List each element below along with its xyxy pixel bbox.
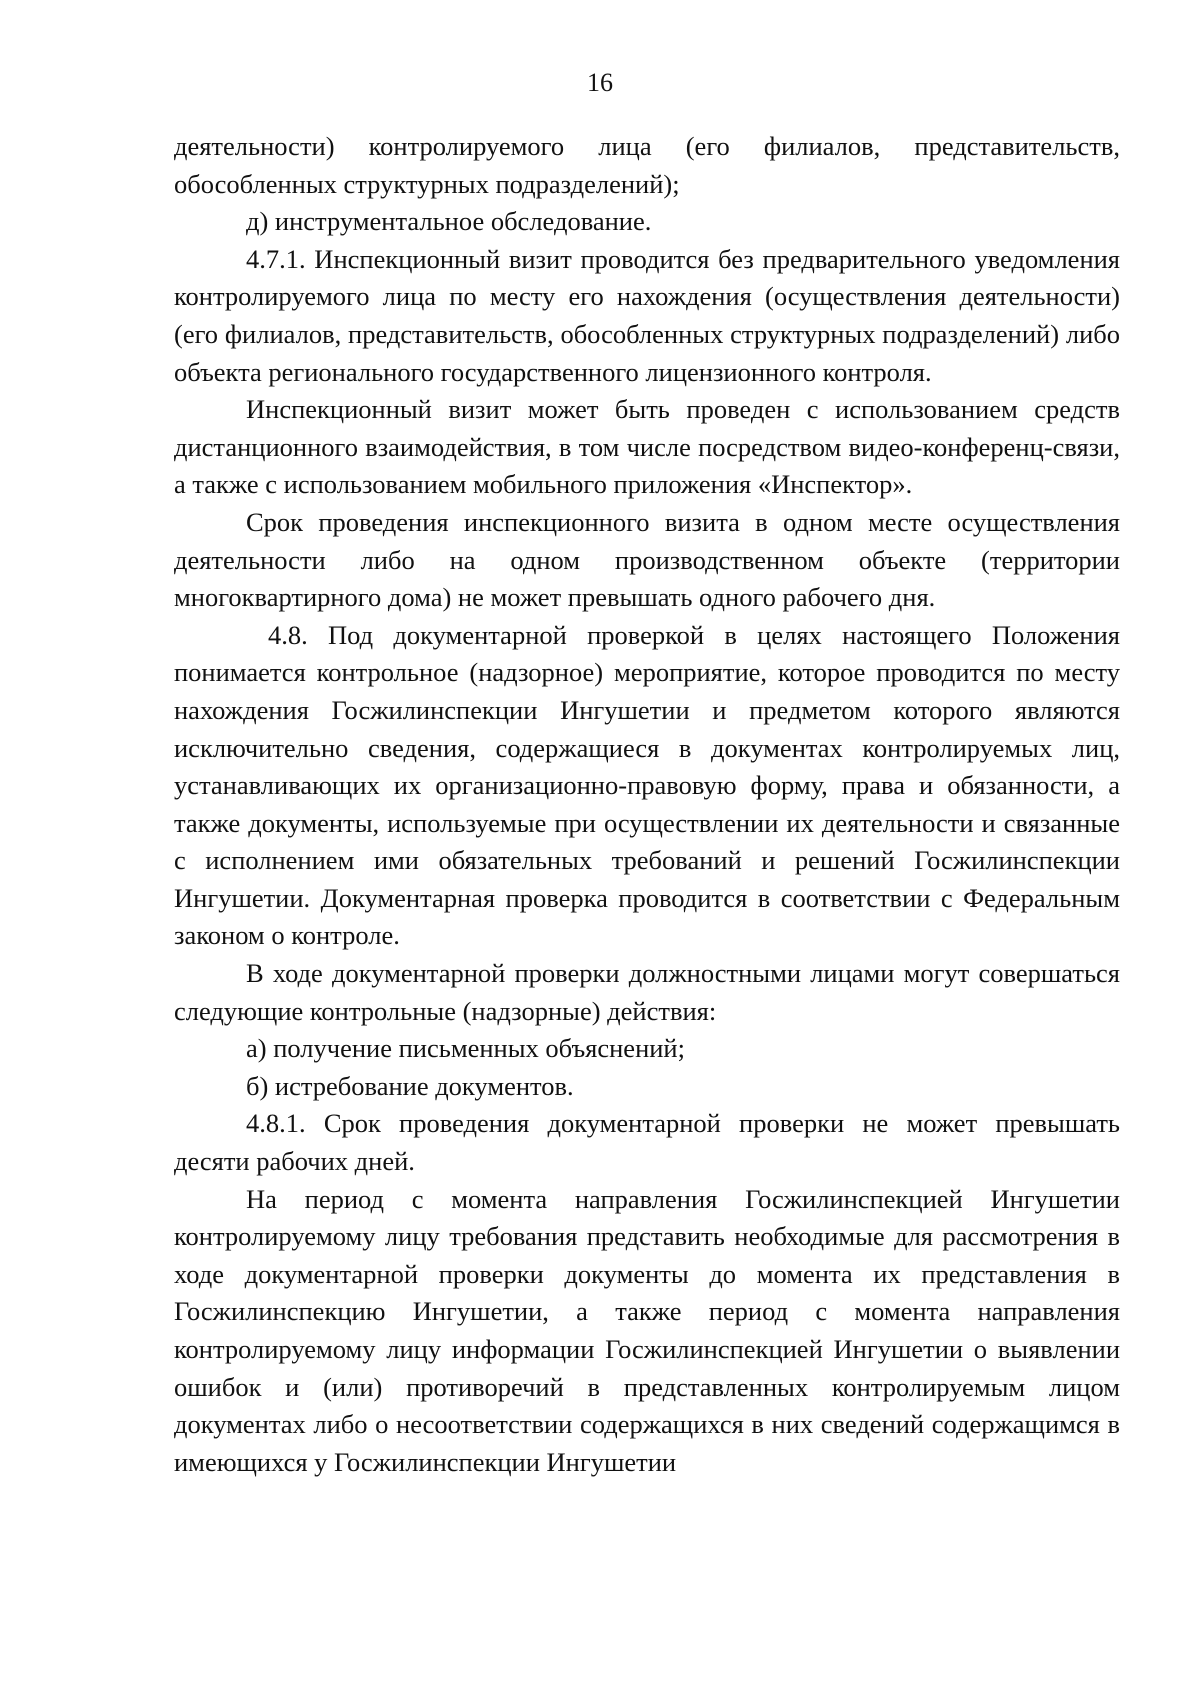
paragraph-4-8: 4.8. Под документарной проверкой в целях настоящего Положения понимается контрольное (надзорное) мероприятие, которое проводится по месту нахождения Госжилинспекции Ингушетии и предметом которого являются исключительно сведения, содержащиеся в документах контролируемых лиц, устанавливающих их организационно-правовую форму, права и обязанности, а также документы, используемые при осуществлении их деятельности и связанные с исполнением ими обязательных требований и решений Госжилинспекции Ингушетии. Документарная проверка проводится в соответствии с Федеральным законом о контроле. [174, 619, 1120, 951]
paragraph-list-item-a: а) получение письменных объяснений; [246, 1033, 685, 1064]
paragraph-list-item-d: д) инструментальное обследование. [246, 206, 652, 237]
document-body [174, 128, 1120, 1481]
paragraph-period: На период с момента направления Госжилинспекцией Ингушетии контролируемому лицу требования представить необходимые для рассмотрения в ходе документарной проверки документы до момента их представления в Госжилинспекцию Ингушетии, а также период с момента направления контролируемому лицу информации Госжилинспекцией Ингушетии о выявлении ошибок и (или) противоречий в представленных контролируемым лицом документах либо о несоответствии содержащихся в них сведений содержащимся в имеющихся у Госжилинспекции Ингушетии [174, 1183, 1120, 1477]
paragraph-list-item-b: б) истребование документов. [246, 1070, 574, 1101]
paragraph-control-actions: В ходе документарной проверки должностными лицами могут совершаться следующие контрольные (надзорные) действия: [174, 958, 1120, 1026]
paragraph-continuation: деятельности) контролируемого лица (его филиалов, представительств, обособленных структурных подразделений); [174, 131, 1120, 199]
paragraph-4-8-1: 4.8.1. Срок проведения документарной проверки не может превышать десяти рабочих дней. [174, 1108, 1120, 1177]
paragraph-4-7-1: 4.7.1. Инспекционный визит проводится без предварительного уведомления контролируемого лица по месту его нахождения (осуществления деятельности) (его филиалов, представительств, обособленных структурных подразделений) либо объекта регионального государственного лицензионного контроля. [174, 243, 1120, 387]
page-number: 16 [587, 68, 613, 97]
paragraph-visit-duration: Срок проведения инспекционного визита в одном месте осуществления деятельности либо на одном производственном объекте (территории многоквартирного дома) не может превышать одного рабочего дня. [174, 506, 1120, 613]
paragraph-remote-interaction: Инспекционный визит может быть проведен с использованием средств дистанционного взаимодействия, в том числе посредством видео-конференц-связи, а также с использованием мобильного приложения «Инспектор». [174, 394, 1120, 500]
